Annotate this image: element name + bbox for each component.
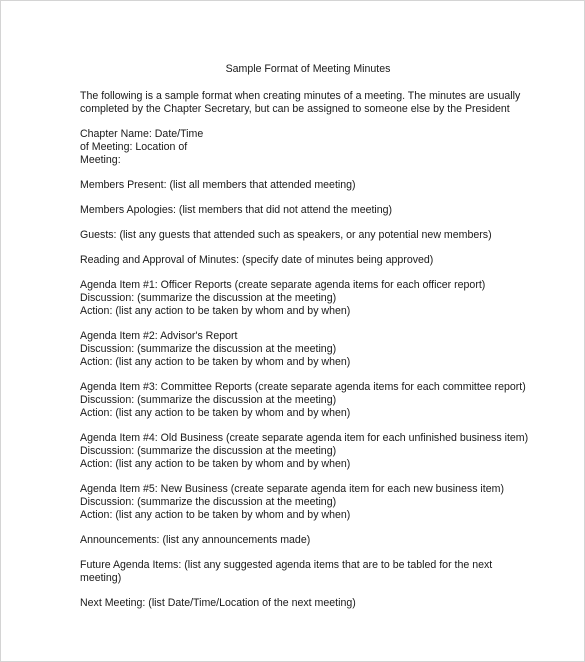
chapter-section xyxy=(80,128,550,167)
agenda-item-action: Action: (list any action to be taken by whom and by when) xyxy=(80,356,351,368)
agenda-item-action: Action: (list any action to be taken by whom and by when) xyxy=(80,458,351,470)
agenda-item-2 xyxy=(80,330,550,369)
intro-line: completed by the Chapter Secretary, but can be assigned to someone else by the President xyxy=(80,103,510,115)
agenda-item-heading: Agenda Item #1: Officer Reports (create separate agenda items for each officer report) xyxy=(80,279,486,291)
agenda-item-heading: Agenda Item #2: Advisor's Report xyxy=(80,330,238,342)
agenda-item-5 xyxy=(80,483,550,522)
agenda-item-discussion: Discussion: (summarize the discussion at the meeting) xyxy=(80,394,337,406)
next-meeting: Next Meeting: (list Date/Time/Location of the next meeting) xyxy=(80,597,356,609)
agenda-item-discussion: Discussion: (summarize the discussion at the meeting) xyxy=(80,445,337,457)
agenda-item-heading: Agenda Item #3: Committee Reports (create separate agenda items for each committee report) xyxy=(80,381,526,393)
agenda-item-discussion: Discussion: (summarize the discussion at the meeting) xyxy=(80,496,337,508)
announcements: Announcements: (list any announcements made) xyxy=(80,534,311,546)
agenda-item-discussion: Discussion: (summarize the discussion at the meeting) xyxy=(80,343,337,355)
agenda-item-3 xyxy=(80,381,550,420)
agenda-item-action: Action: (list any action to be taken by whom and by when) xyxy=(80,407,351,419)
intro-line: The following is a sample format when creating minutes of a meeting. The minutes are usually xyxy=(80,90,521,102)
document-title: Sample Format of Meeting Minutes xyxy=(225,63,391,75)
chapter-line: Chapter Name: Date/Time xyxy=(80,128,204,140)
agenda-item-action: Action: (list any action to be taken by whom and by when) xyxy=(80,305,351,317)
agenda-item-4 xyxy=(80,432,550,471)
future-agenda xyxy=(80,559,550,585)
intro-paragraph xyxy=(80,90,550,116)
chapter-line: of Meeting: Location of xyxy=(80,141,188,153)
agenda-item-heading: Agenda Item #4: Old Business (create separate agenda item for each unfinished business item) xyxy=(80,432,529,444)
future-agenda-line: meeting) xyxy=(80,572,122,584)
agenda-item-action: Action: (list any action to be taken by whom and by when) xyxy=(80,509,351,521)
document-body xyxy=(80,63,550,610)
agenda-item-1 xyxy=(80,279,550,318)
reading-approval: Reading and Approval of Minutes: (specify date of minutes being approved) xyxy=(80,254,434,266)
members-present: Members Present: (list all members that attended meeting) xyxy=(80,179,356,191)
future-agenda-line: Future Agenda Items: (list any suggested agenda items that are to be tabled for the next xyxy=(80,559,493,571)
agenda-item-heading: Agenda Item #5: New Business (create separate agenda item for each new business item) xyxy=(80,483,504,495)
chapter-line: Meeting: xyxy=(80,154,121,166)
agenda-item-discussion: Discussion: (summarize the discussion at the meeting) xyxy=(80,292,337,304)
guests: Guests: (list any guests that attended such as speakers, or any potential new members) xyxy=(80,229,492,241)
members-apologies: Members Apologies: (list members that did not attend the meeting) xyxy=(80,204,393,216)
